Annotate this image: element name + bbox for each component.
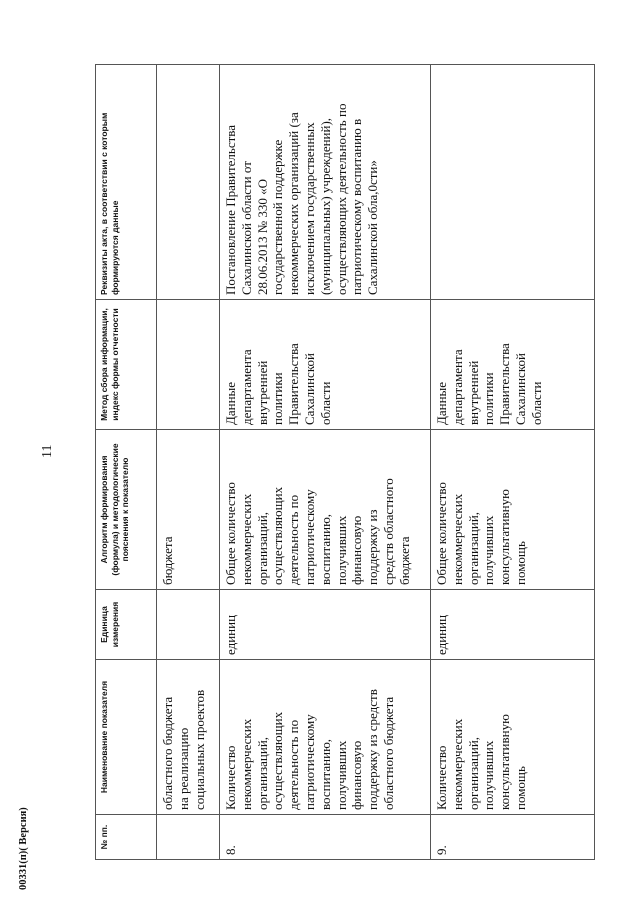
cell-unit: единиц (431, 590, 595, 660)
header-unit: Единица измерения (96, 590, 157, 660)
cell-algorithm: Общее количество некоммерческих организаций, осуществляющих деятельность по патриотическому воспитанию, получивших финансовую поддержку из средств областного бюджета (220, 430, 431, 590)
header-method: Метод сбора информации, индекс формы отчетности (96, 300, 157, 430)
header-name: Наименование показателя (96, 660, 157, 815)
cell-algorithm: бюджета (157, 430, 220, 590)
cell-num (157, 815, 220, 860)
cell-method (157, 300, 220, 430)
cell-act (431, 65, 595, 300)
cell-name: Количество некоммерческих организаций, осуществляющих деятельность по патриотическому воспитанию, получивших финансовую поддержку из средств областного бюджета (220, 660, 431, 815)
cell-num: 8. (220, 815, 431, 860)
cell-method: Данные департамента внутренней политики Правительства Сахалинской области (220, 300, 431, 430)
cell-act (157, 65, 220, 300)
cell-unit: единиц (220, 590, 431, 660)
cell-num: 9. (431, 815, 595, 860)
table-row (431, 65, 595, 860)
table-header-row (96, 65, 157, 860)
header-num: № пп. (96, 815, 157, 860)
cell-act: Постановление Правительства Сахалинской области от 28.06.2013 № 330 «О государственной поддержке некоммерческих организаций (за исключением государственных (муниципальных) учреждений), осуществляющих деятельность по патриотическому воспитанию в Сахалинской обла,0сти» (220, 65, 431, 300)
document-footer-code: 00331(п)( Версия) (18, 807, 29, 890)
page-number: 11 (40, 444, 55, 458)
header-act: Реквизиты акта, в соответствии с которым формируются данные (96, 65, 157, 300)
cell-name: Количество некоммерческих организаций, получивших консультативную помощь (431, 660, 595, 815)
header-algorithm: Алгоритм формирования (формула) и методологические пояснения к показателю (96, 430, 157, 590)
indicators-table (95, 64, 595, 860)
cell-name: областного бюджета на реализацию социальных проектов (157, 660, 220, 815)
cell-algorithm: Общее количество некоммерческих организаций, получивших консультативную помощь (431, 430, 595, 590)
table-row (157, 65, 220, 860)
cell-method: Данные департамента внутренней политики Правительства Сахалинской области (431, 300, 595, 430)
cell-unit (157, 590, 220, 660)
table-row (220, 65, 431, 860)
